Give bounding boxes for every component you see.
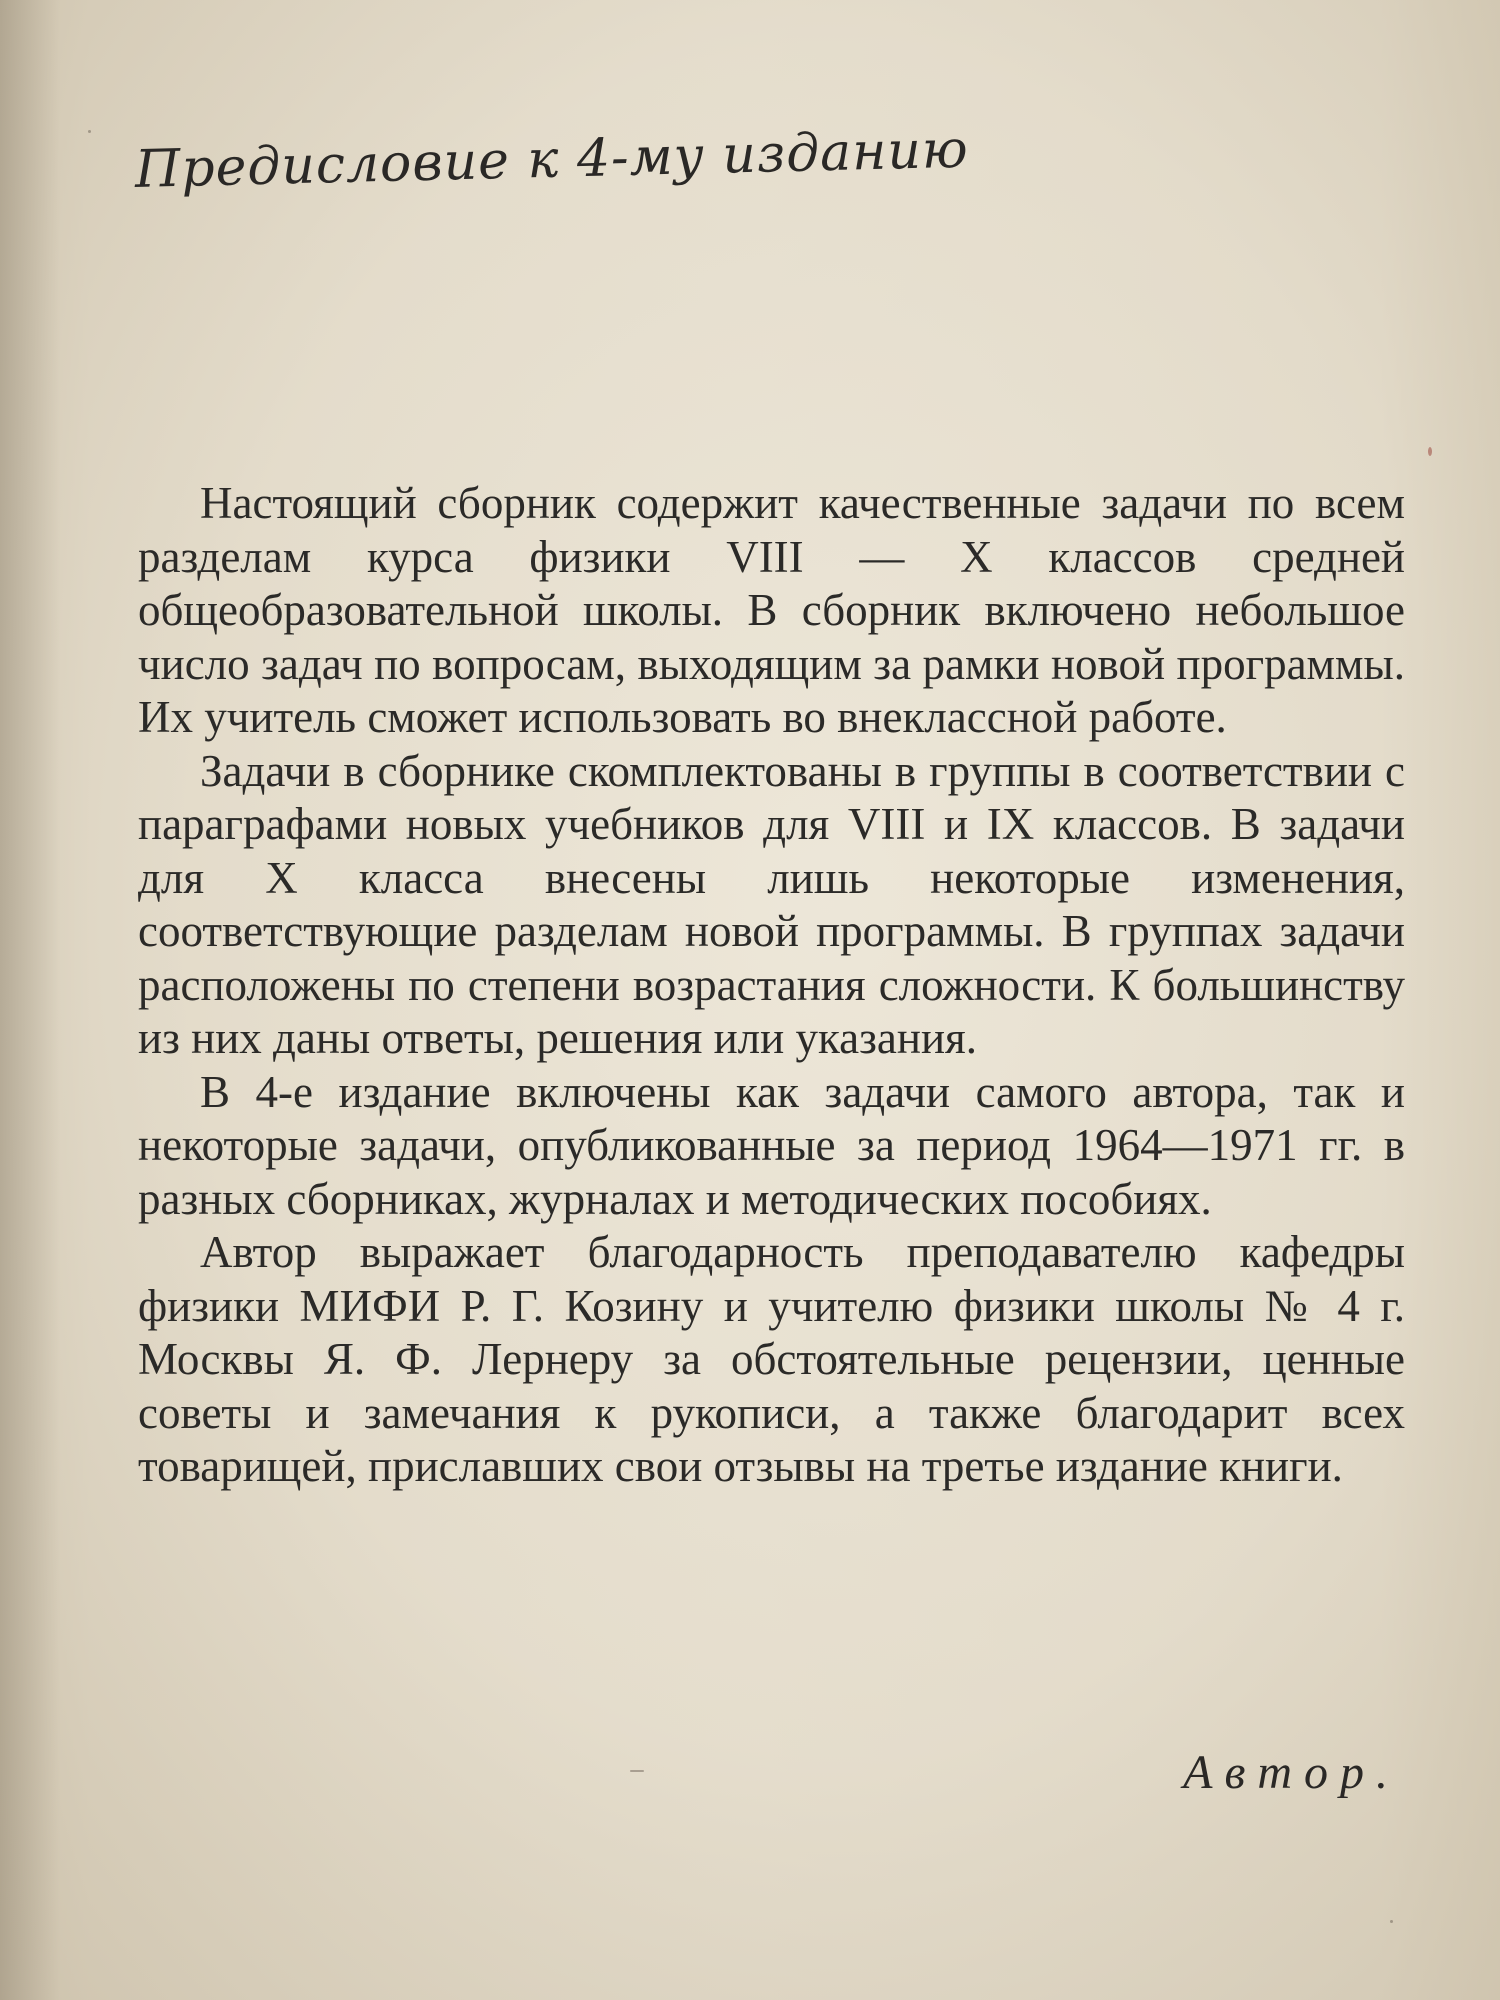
paragraph-3: В 4-е издание включены как задачи самого автора, так и некоторые задачи, опубликованные за период 1964—1971 гг. в разных сборниках, журналах и методических пособиях. xyxy=(138,1066,1405,1224)
author-signature: Автор. xyxy=(1183,1746,1400,1799)
paper-speck xyxy=(1390,1920,1393,1923)
preface-heading: Предисловие к 4-му изданию xyxy=(134,119,970,200)
paragraph-1: Настоящий сборник содержит качественные задачи по всем разделам курса физики VIII — X классов средней общеобразовательной школы. В сборник включено небольшое число задач по вопросам, выходящим за рамки новой программы. Их учитель сможет использовать во внеклассной работе. xyxy=(138,478,1405,742)
paper-speck xyxy=(1428,447,1432,456)
preface-body xyxy=(138,477,1405,1494)
paper-speck xyxy=(630,1770,644,1772)
paragraph-2: Задачи в сборнике скомплектованы в группы в соответствии с параграфами новых учебников для VIII и IX классов. В задачи для X класса внесены лишь некоторые изменения, соответствующие разделам новой программы. В группах задачи расположены по степени возрастания сложности. К большинству из них даны ответы, решения или указания. xyxy=(138,745,1405,1063)
spine-shadow xyxy=(0,0,60,2000)
paragraph-4: Автор выражает благодарность преподавателю кафедры физики МИФИ Р. Г. Козину и учителю физики школы № 4 г. Москвы Я. Ф. Лернеру за обстоятельные рецензии, ценные советы и замечания к рукописи, а также благодарит всех товарищей, приславших свои отзывы на третье издание книги. xyxy=(138,1227,1405,1491)
paper-speck xyxy=(88,130,91,133)
